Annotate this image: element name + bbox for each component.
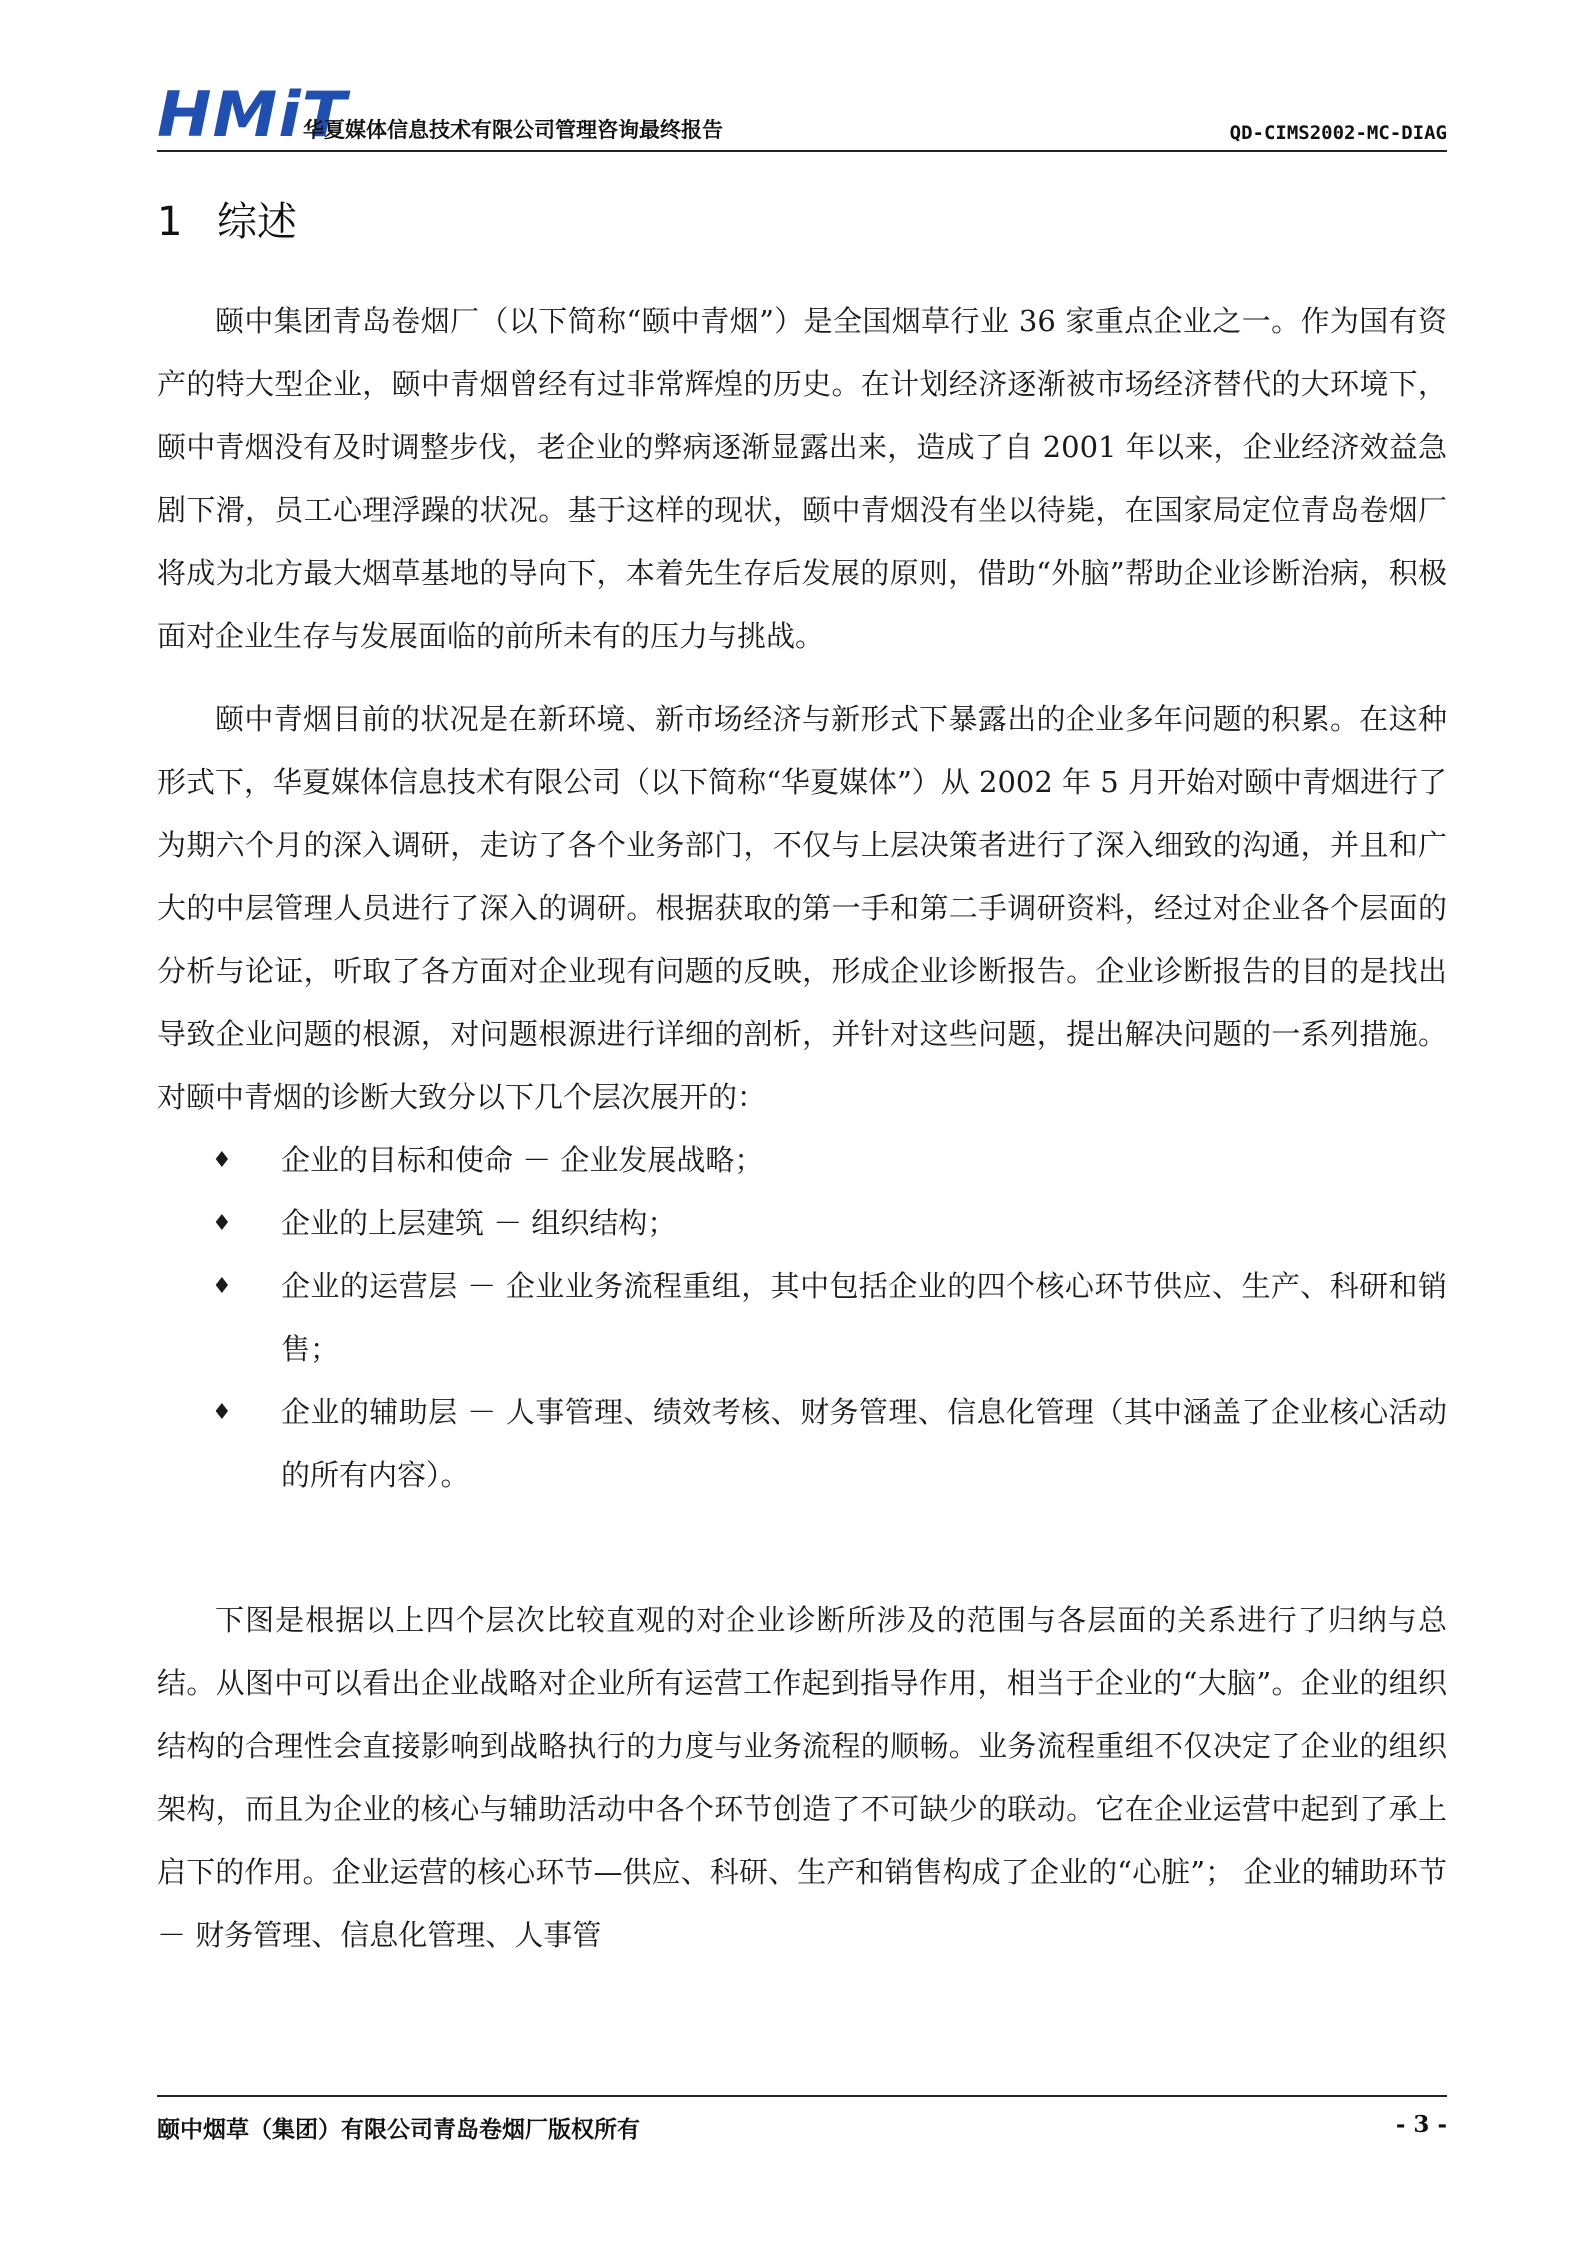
list-item-text: 企业的运营层 － 企业业务流程重组，其中包括企业的四个核心环节供应、生产、科研和销售； bbox=[281, 1269, 1447, 1366]
main-content bbox=[157, 290, 1447, 1967]
list-item-text: 企业的辅助层 － 人事管理、绩效考核、财务管理、信息化管理（其中涵盖了企业核心活动的所有内容）。 bbox=[281, 1395, 1447, 1492]
list-item bbox=[157, 1129, 1447, 1192]
header-title: 华夏媒体信息技术有限公司管理咨询最终报告 bbox=[303, 118, 723, 142]
page-header bbox=[157, 78, 1447, 152]
list-item-text: 企业的上层建筑 － 组织结构； bbox=[281, 1206, 677, 1240]
page-number: - 3 - bbox=[1395, 2111, 1447, 2138]
diamond-bullet-icon: ♦ bbox=[212, 1148, 232, 1173]
paragraph: 颐中青烟目前的状况是在新环境、新市场经济与新形式下暴露出的企业多年问题的积累。在这种形式下，华夏媒体信息技术有限公司（以下简称“华夏媒体”）从 2002 年 5 月开始对颐中青烟进行了为期六个月的深入调研，走访了各个业务部门，不仅与上层决策者进行了深入细致的沟通，并且和广大的中层管理人员进行了深入的调研。根据获取的第一手和第二手调研资料，经过对企业各个层面的分析与论证，听取了各方面对企业现有问题的反映，形成企业诊断报告。企业诊断报告的目的是找出导致企业问题的根源，对问题根源进行详细的剖析，并针对这些问题，提出解决问题的一系列措施。对颐中青烟的诊断大致分以下几个层次展开的： bbox=[157, 702, 1447, 1114]
bullet-list bbox=[157, 1129, 1447, 1507]
copyright-text: 颐中烟草（集团）有限公司青岛卷烟厂版权所有 bbox=[157, 2117, 640, 2143]
list-item bbox=[157, 1381, 1447, 1507]
paragraph: 颐中集团青岛卷烟厂（以下简称“颐中青烟”）是全国烟草行业 36 家重点企业之一。作为国有资产的特大型企业，颐中青烟曾经有过非常辉煌的历史。在计划经济逐渐被市场经济替代的大环境下，颐中青烟没有及时调整步伐，老企业的弊病逐渐显露出来，造成了自 2001 年以来，企业经济效益急剧下滑，员工心理浮躁的状况。基于这样的现状，颐中青烟没有坐以待毙，在国家局定位青岛卷烟厂将成为北方最大烟草基地的导向下，本着先生存后发展的原则，借助“外脑”帮助企业诊断治病，积极面对企业生存与发展面临的前所未有的压力与挑战。 bbox=[157, 304, 1447, 653]
paragraph: 下图是根据以上四个层次比较直观的对企业诊断所涉及的范围与各层面的关系进行了归纳与总结。从图中可以看出企业战略对企业所有运营工作起到指导作用，相当于企业的“大脑”。企业的组织结构的合理性会直接影响到战略执行的力度与业务流程的顺畅。业务流程重组不仅决定了企业的组织架构，而且为企业的核心与辅助活动中各个环节创造了不可缺少的联动。它在企业运营中起到了承上启下的作用。企业运营的核心环节—供应、科研、生产和销售构成了企业的“心脏”； 企业的辅助环节 － 财务管理、信息化管理、人事管 bbox=[157, 1603, 1447, 1952]
section-number: 1 bbox=[157, 199, 183, 245]
logo-text: HMiT bbox=[157, 78, 348, 151]
list-item bbox=[157, 1192, 1447, 1255]
section-title: 综述 bbox=[217, 199, 297, 245]
list-item-text: 企业的目标和使命 － 企业发展战略； bbox=[281, 1143, 764, 1177]
document-code: QD-CIMS2002-MC-DIAG bbox=[1229, 122, 1447, 144]
section-heading bbox=[157, 190, 297, 247]
list-item bbox=[157, 1255, 1447, 1381]
diamond-bullet-icon: ♦ bbox=[212, 1211, 232, 1236]
diamond-bullet-icon: ♦ bbox=[212, 1400, 232, 1425]
page-footer bbox=[157, 2095, 1447, 2147]
diamond-bullet-icon: ♦ bbox=[212, 1274, 232, 1299]
